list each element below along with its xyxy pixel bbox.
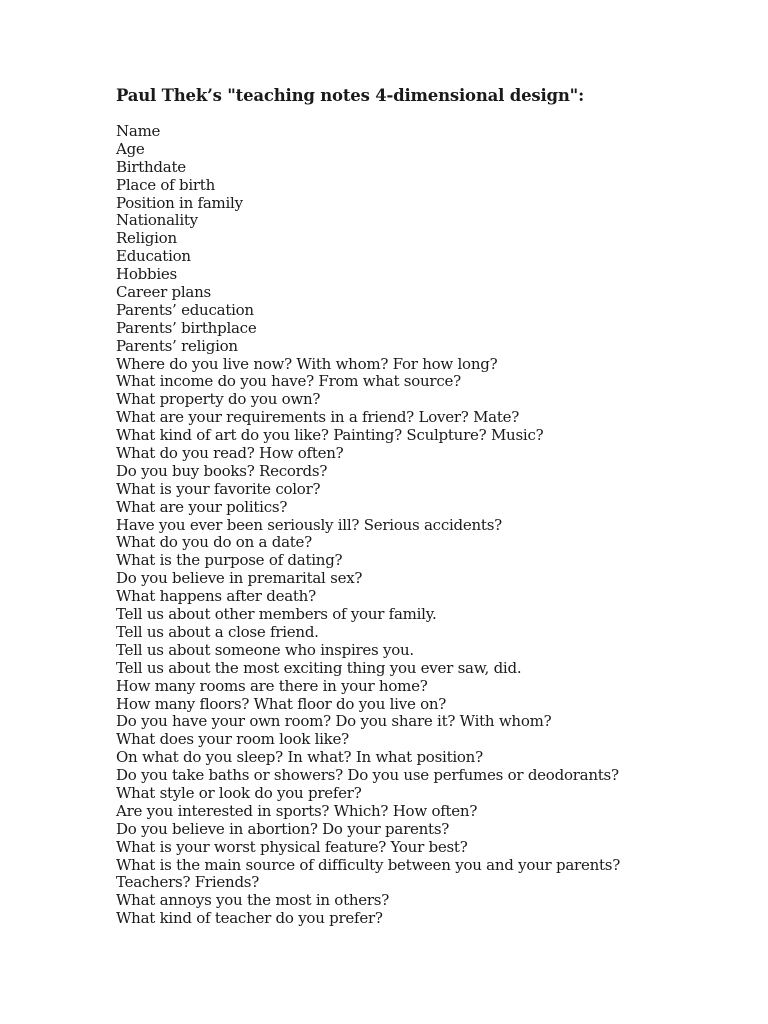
list-item: Career plans [116,283,211,302]
list-item: Do you buy books? Records? [116,461,328,480]
list-item: Age [116,139,145,158]
list-item: Teachers? Friends? [116,873,260,892]
list-item: How many floors? What floor do you live on? [116,694,447,713]
list-item: What annoys you the most in others? [116,891,390,910]
list-item: What kind of art do you like? Painting? Sculpture? Music? [116,426,544,445]
list-item: Do you take baths or showers? Do you use perfumes or deodorants? [116,766,619,785]
list-item: Tell us about other members of your family. [116,605,437,624]
list-item: What property do you own? [116,390,321,409]
list-item: What kind of teacher do you prefer? [116,909,383,928]
list-item: Religion [116,229,177,248]
list-item: Tell us about the most exciting thing you ever saw, did. [116,658,522,677]
list-item: Parents’ education [116,300,254,319]
list-item: What is your worst physical feature? Your best? [116,837,468,856]
list-item: Name [116,122,161,140]
list-item: What style or look do you prefer? [116,783,362,802]
list-item: Do you have your own room? Do you share it? With whom? [116,712,552,731]
list-item: Birthdate [116,157,186,176]
list-item: What is the main source of difficulty between you and your parents? [116,855,621,874]
list-item: What are your politics? [116,497,288,516]
question-list [116,123,620,928]
list-item: Parents’ birthplace [116,318,257,337]
list-item: Parents’ religion [116,336,238,355]
list-item: Place of birth [116,175,215,194]
list-item: How many rooms are there in your home? [116,676,428,695]
list-item: Have you ever been seriously ill? Serious accidents? [116,515,502,534]
list-item: Tell us about a close friend. [116,622,319,641]
list-item: Nationality [116,211,198,230]
list-item: What happens after death? [116,587,316,606]
list-item: Position in family [116,193,243,212]
list-item: Are you interested in sports? Which? How often? [116,801,478,820]
list-item: Education [116,247,191,266]
list-item: What does your room look like? [116,730,349,749]
list-item: Do you believe in premarital sex? [116,569,363,588]
list-item: Do you believe in abortion? Do your parents? [116,819,450,838]
list-item: Where do you live now? With whom? For how long? [116,354,498,373]
list-item: What is your favorite color? [116,479,321,498]
list-item: Hobbies [116,265,177,284]
list-item: On what do you sleep? In what? In what position? [116,748,483,767]
list-item: What do you do on a date? [116,533,312,552]
list-item: What is the purpose of dating? [116,551,343,570]
list-item: What income do you have? From what source? [116,372,461,391]
list-item: What do you read? How often? [116,444,344,463]
list-item: Tell us about someone who inspires you. [116,640,414,659]
document-title: Paul Thek’s "teaching notes 4-dimensional design": [116,86,584,105]
list-item: What are your requirements in a friend? Lover? Mate? [116,408,520,427]
